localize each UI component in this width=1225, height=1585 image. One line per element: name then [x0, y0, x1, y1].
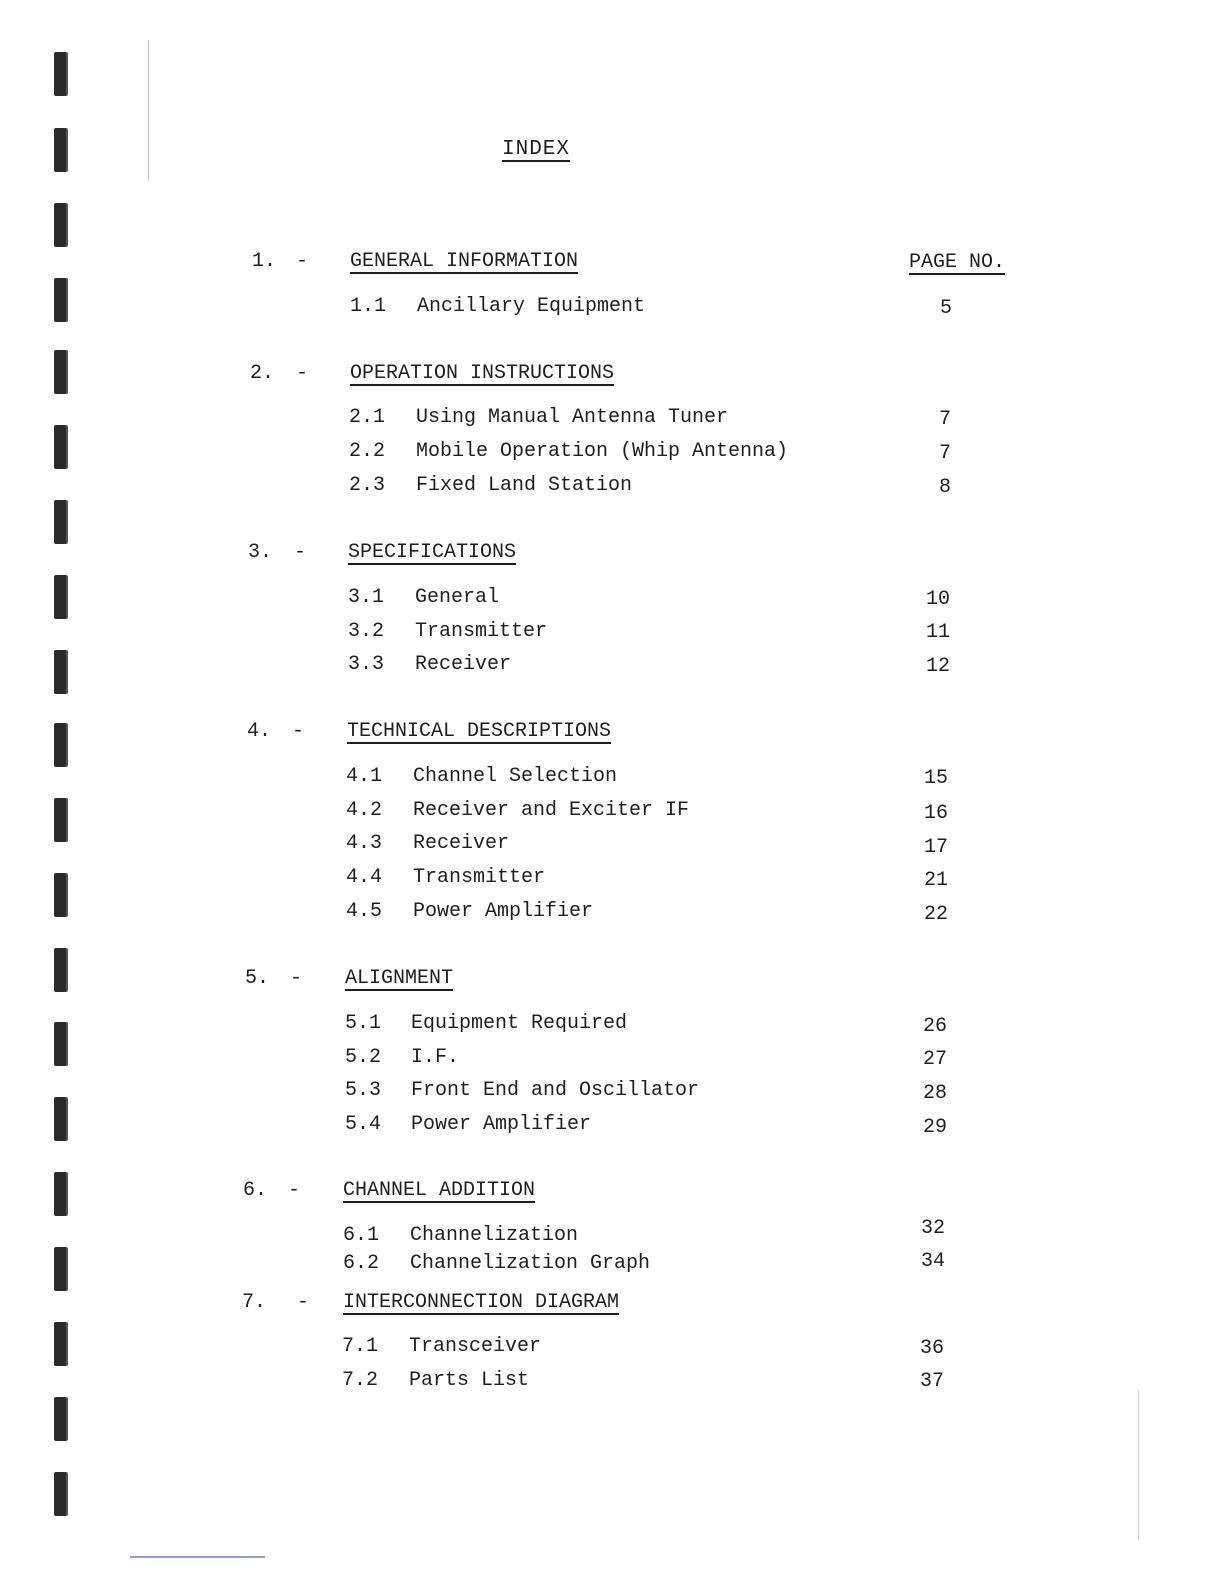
- subsection-number: 4.2: [346, 799, 383, 822]
- subsection-title: Power Amplifier: [413, 900, 594, 923]
- subsection-number: 4.5: [346, 900, 383, 923]
- page-number: 17: [923, 836, 948, 859]
- scan-bottom-mark: [130, 1556, 265, 1558]
- page-number: 21: [923, 869, 948, 892]
- subsection-title: Power Amplifier: [411, 1113, 592, 1136]
- section-dash: -: [297, 1291, 310, 1314]
- subsection-number: 5.2: [345, 1046, 382, 1069]
- binding-hole: [54, 1322, 66, 1366]
- binding-hole: [54, 128, 66, 172]
- section-dash: -: [290, 967, 303, 990]
- page-number: 12: [925, 655, 950, 678]
- binding-hole: [54, 798, 66, 842]
- page-number: 27: [922, 1048, 947, 1071]
- page-number: 28: [922, 1082, 947, 1105]
- subsection-number: 5.4: [345, 1113, 382, 1136]
- section-number: 1.: [252, 250, 277, 273]
- subsection-title: Fixed Land Station: [416, 474, 633, 497]
- page-number: 10: [925, 588, 950, 611]
- subsection-title: Equipment Required: [411, 1012, 628, 1035]
- subsection-title: Transceiver: [409, 1335, 542, 1358]
- binding-hole: [54, 1472, 66, 1516]
- binding-hole: [54, 203, 66, 247]
- section-title: CHANNEL ADDITION: [343, 1179, 536, 1202]
- subsection-title: Channelization: [410, 1224, 579, 1247]
- section-number: 7.: [242, 1291, 267, 1314]
- subsection-number: 1.1: [350, 295, 387, 318]
- binding-hole: [54, 575, 66, 619]
- subsection-title: Parts List: [409, 1369, 530, 1392]
- page-number: 32: [920, 1217, 945, 1240]
- section-title: ALIGNMENT: [345, 967, 454, 990]
- subsection-title: Transmitter: [415, 620, 548, 643]
- binding-hole: [54, 425, 66, 469]
- binding-hole: [54, 948, 66, 992]
- binding-strip: [28, 0, 88, 1585]
- binding-hole: [54, 1172, 66, 1216]
- subsection-number: 6.2: [343, 1252, 380, 1275]
- subsection-number: 3.1: [348, 586, 385, 609]
- section-dash: -: [288, 1179, 301, 1202]
- page-number: 36: [919, 1337, 944, 1360]
- binding-hole: [54, 278, 66, 322]
- subsection-title: Receiver: [413, 832, 510, 855]
- subsection-title: Using Manual Antenna Tuner: [416, 406, 729, 429]
- binding-hole: [54, 1097, 66, 1141]
- page-title: INDEX: [502, 138, 571, 161]
- page-number: 7: [938, 442, 951, 465]
- subsection-number: 5.1: [345, 1012, 382, 1035]
- section-dash: -: [296, 362, 309, 385]
- subsection-title: Mobile Operation (Whip Antenna): [416, 440, 789, 463]
- section-number: 2.: [250, 362, 275, 385]
- subsection-title: I.F.: [411, 1046, 460, 1069]
- binding-hole: [54, 873, 66, 917]
- page-number: 29: [922, 1116, 947, 1139]
- section-number: 5.: [245, 967, 270, 990]
- subsection-number: 7.1: [342, 1335, 379, 1358]
- page-number: 37: [919, 1370, 944, 1393]
- subsection-number: 2.2: [349, 440, 386, 463]
- binding-hole: [54, 350, 66, 394]
- page-number: 11: [925, 621, 950, 644]
- section-dash: -: [294, 541, 307, 564]
- section-number: 3.: [248, 541, 273, 564]
- section-title: GENERAL INFORMATION: [350, 250, 579, 273]
- page-number: 5: [939, 297, 952, 320]
- page-number: 8: [938, 476, 951, 499]
- section-number: 4.: [247, 720, 272, 743]
- section-dash: -: [296, 250, 309, 273]
- page-number: 7: [938, 408, 951, 431]
- subsection-number: 4.3: [346, 832, 383, 855]
- page-number: 26: [922, 1015, 947, 1038]
- subsection-title: Channelization Graph: [410, 1252, 651, 1275]
- section-number: 6.: [243, 1179, 268, 1202]
- scan-edge-line: [1138, 1390, 1139, 1540]
- subsection-title: Transmitter: [413, 866, 546, 889]
- binding-hole: [54, 1397, 66, 1441]
- binding-hole: [54, 500, 66, 544]
- page-number: 16: [923, 802, 948, 825]
- section-title: SPECIFICATIONS: [348, 541, 517, 564]
- page-number-header: PAGE NO.: [909, 251, 1006, 274]
- subsection-number: 4.1: [346, 765, 383, 788]
- binding-hole: [54, 723, 66, 767]
- page-number: 34: [920, 1250, 945, 1273]
- page-number: 22: [923, 903, 948, 926]
- page-number: 15: [923, 767, 948, 790]
- margin-line: [148, 40, 149, 180]
- subsection-title: Channel Selection: [413, 765, 618, 788]
- subsection-title: Receiver: [415, 653, 512, 676]
- subsection-number: 5.3: [345, 1079, 382, 1102]
- subsection-title: General: [415, 586, 500, 609]
- binding-hole: [54, 1247, 66, 1291]
- section-title: TECHNICAL DESCRIPTIONS: [347, 720, 612, 743]
- binding-hole: [54, 1022, 66, 1066]
- subsection-number: 4.4: [346, 866, 383, 889]
- section-dash: -: [292, 720, 305, 743]
- binding-hole: [54, 52, 66, 96]
- subsection-number: 7.2: [342, 1369, 379, 1392]
- subsection-number: 6.1: [343, 1224, 380, 1247]
- subsection-number: 3.2: [348, 620, 385, 643]
- subsection-number: 2.3: [349, 474, 386, 497]
- binding-hole: [54, 650, 66, 694]
- section-title: OPERATION INSTRUCTIONS: [350, 362, 615, 385]
- subsection-title: Front End and Oscillator: [411, 1079, 700, 1102]
- subsection-number: 3.3: [348, 653, 385, 676]
- section-title: INTERCONNECTION DIAGRAM: [343, 1291, 620, 1314]
- subsection-number: 2.1: [349, 406, 386, 429]
- subsection-title: Receiver and Exciter IF: [413, 799, 690, 822]
- subsection-title: Ancillary Equipment: [417, 295, 646, 318]
